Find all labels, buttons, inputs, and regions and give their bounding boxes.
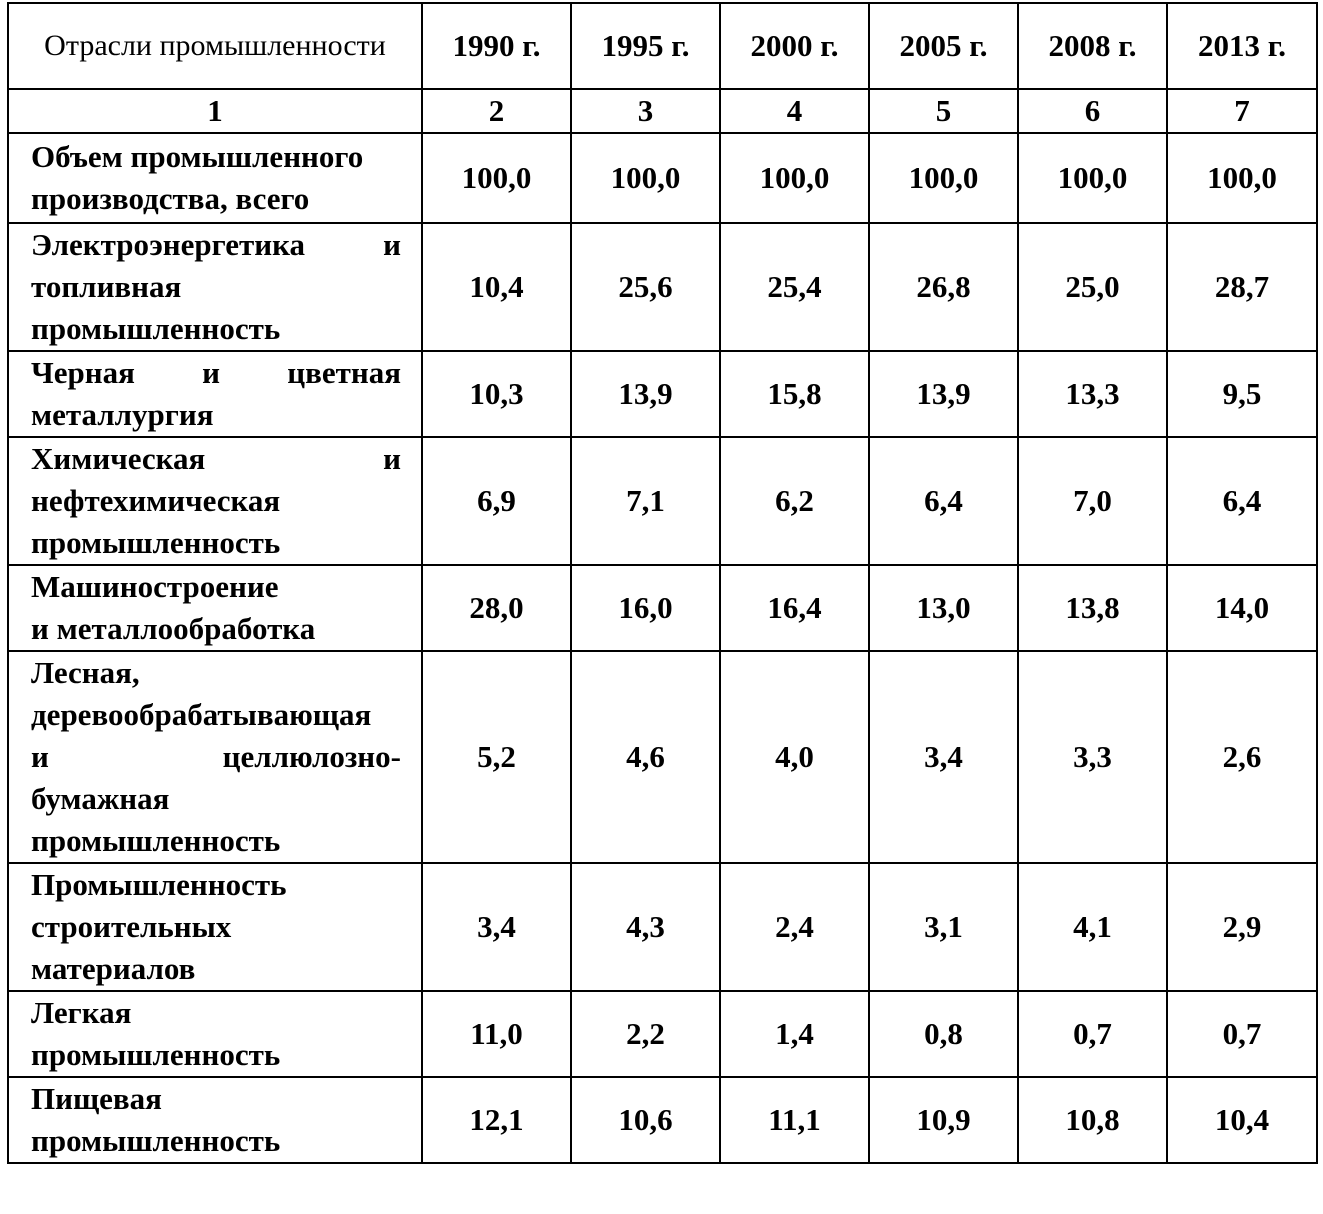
value-cell: 3,1 (869, 863, 1018, 991)
row-label (8, 863, 422, 991)
row-label-line: строительных (31, 909, 232, 944)
value-cell: 2,4 (720, 863, 869, 991)
value-cell: 3,3 (1018, 651, 1167, 863)
value-cell: 10,3 (422, 351, 571, 437)
value-cell: 10,9 (869, 1077, 1018, 1163)
value-cell: 4,1 (1018, 863, 1167, 991)
value-cell: 25,6 (571, 223, 720, 351)
row-label-word: и (31, 739, 49, 774)
value-cell: 2,9 (1167, 863, 1317, 991)
value-cell: 0,8 (869, 991, 1018, 1077)
value-cell: 1,4 (720, 991, 869, 1077)
value-cell: 13,9 (571, 351, 720, 437)
table-row (8, 863, 1317, 991)
row-label-line: производства, всего (31, 181, 310, 216)
table-row (8, 133, 1317, 223)
value-cell: 12,1 (422, 1077, 571, 1163)
row-label-word: Электроэнергетика (31, 227, 306, 262)
row-label-line: промышленность (31, 1037, 281, 1072)
column-number-row (8, 89, 1317, 133)
table-row (8, 223, 1317, 351)
row-label (8, 223, 422, 351)
value-cell: 26,8 (869, 223, 1018, 351)
value-cell: 4,3 (571, 863, 720, 991)
value-cell: 10,8 (1018, 1077, 1167, 1163)
value-cell: 3,4 (422, 863, 571, 991)
row-label-line: материалов (31, 951, 196, 986)
header-year-2000: 2000 г. (720, 3, 869, 89)
industry-structure-table (7, 2, 1318, 1164)
value-cell: 7,1 (571, 437, 720, 565)
row-label-line: нефтехимическая (31, 483, 281, 518)
value-cell: 11,1 (720, 1077, 869, 1163)
row-label-line: деревообрабатывающая (31, 697, 372, 732)
value-cell: 100,0 (1167, 133, 1317, 223)
value-cell: 9,5 (1167, 351, 1317, 437)
row-label-line: промышленность (31, 311, 281, 346)
value-cell: 11,0 (422, 991, 571, 1077)
column-number-1: 1 (8, 89, 422, 133)
value-cell: 100,0 (422, 133, 571, 223)
row-label-word: целлюлозно- (222, 739, 401, 774)
value-cell: 2,6 (1167, 651, 1317, 863)
value-cell: 13,8 (1018, 565, 1167, 651)
value-cell: 28,0 (422, 565, 571, 651)
value-cell: 10,6 (571, 1077, 720, 1163)
value-cell: 5,2 (422, 651, 571, 863)
header-industry-label: Отрасли промышленности (44, 29, 386, 62)
value-cell: 10,4 (422, 223, 571, 351)
row-label-line (31, 736, 401, 778)
value-cell: 15,8 (720, 351, 869, 437)
value-cell: 16,4 (720, 565, 869, 651)
row-label-word: цветная (287, 355, 401, 390)
row-label-line: Промышленность (31, 867, 287, 902)
row-label-word: и (202, 355, 221, 390)
value-cell: 2,2 (571, 991, 720, 1077)
header-year-2013: 2013 г. (1167, 3, 1317, 89)
table-row (8, 651, 1317, 863)
row-label (8, 651, 422, 863)
table-row (8, 351, 1317, 437)
table-row (8, 437, 1317, 565)
value-cell: 100,0 (1018, 133, 1167, 223)
value-cell: 100,0 (720, 133, 869, 223)
row-label (8, 437, 422, 565)
table-row (8, 991, 1317, 1077)
value-cell: 13,9 (869, 351, 1018, 437)
table-row (8, 565, 1317, 651)
value-cell: 6,2 (720, 437, 869, 565)
value-cell: 6,9 (422, 437, 571, 565)
column-number-3: 3 (571, 89, 720, 133)
value-cell: 13,3 (1018, 351, 1167, 437)
row-label (8, 1077, 422, 1163)
header-year-1990: 1990 г. (422, 3, 571, 89)
row-label-line: Пищевая (31, 1081, 162, 1116)
row-label-line (31, 224, 401, 266)
row-label-line (31, 438, 401, 480)
value-cell: 6,4 (869, 437, 1018, 565)
value-cell: 28,7 (1167, 223, 1317, 351)
row-label-word: Черная (31, 355, 135, 390)
header-industry-cell (8, 3, 422, 89)
header-year-2005: 2005 г. (869, 3, 1018, 89)
header-row (8, 3, 1317, 89)
value-cell: 100,0 (571, 133, 720, 223)
value-cell: 100,0 (869, 133, 1018, 223)
value-cell: 4,0 (720, 651, 869, 863)
row-label (8, 991, 422, 1077)
column-number-4: 4 (720, 89, 869, 133)
value-cell: 10,4 (1167, 1077, 1317, 1163)
column-number-6: 6 (1018, 89, 1167, 133)
value-cell: 13,0 (869, 565, 1018, 651)
table-row (8, 1077, 1317, 1163)
value-cell: 7,0 (1018, 437, 1167, 565)
row-label-word: и (383, 227, 401, 262)
row-label-word: и (383, 441, 401, 476)
value-cell: 3,4 (869, 651, 1018, 863)
column-number-5: 5 (869, 89, 1018, 133)
row-label-line: топливная (31, 269, 182, 304)
column-number-2: 2 (422, 89, 571, 133)
row-label (8, 133, 422, 223)
value-cell: 25,0 (1018, 223, 1167, 351)
row-label-line: промышленность (31, 823, 281, 858)
header-year-1995: 1995 г. (571, 3, 720, 89)
row-label (8, 351, 422, 437)
row-label-line (31, 352, 401, 394)
value-cell: 6,4 (1167, 437, 1317, 565)
value-cell: 25,4 (720, 223, 869, 351)
value-cell: 16,0 (571, 565, 720, 651)
row-label-line: промышленность (31, 525, 281, 560)
value-cell: 0,7 (1018, 991, 1167, 1077)
row-label-line: бумажная (31, 781, 170, 816)
row-label (8, 565, 422, 651)
column-number-7: 7 (1167, 89, 1317, 133)
value-cell: 4,6 (571, 651, 720, 863)
value-cell: 14,0 (1167, 565, 1317, 651)
row-label-line: Лесная, (31, 655, 140, 690)
row-label-line: промышленность (31, 1123, 281, 1158)
row-label-line: Объем промышленного (31, 139, 364, 174)
row-label-line: металлургия (31, 397, 214, 432)
header-year-2008: 2008 г. (1018, 3, 1167, 89)
row-label-line: и металлообработка (31, 611, 316, 646)
row-label-line: Машиностроение (31, 569, 279, 604)
row-label-line: Легкая (31, 995, 132, 1030)
row-label-word: Химическая (31, 441, 206, 476)
value-cell: 0,7 (1167, 991, 1317, 1077)
